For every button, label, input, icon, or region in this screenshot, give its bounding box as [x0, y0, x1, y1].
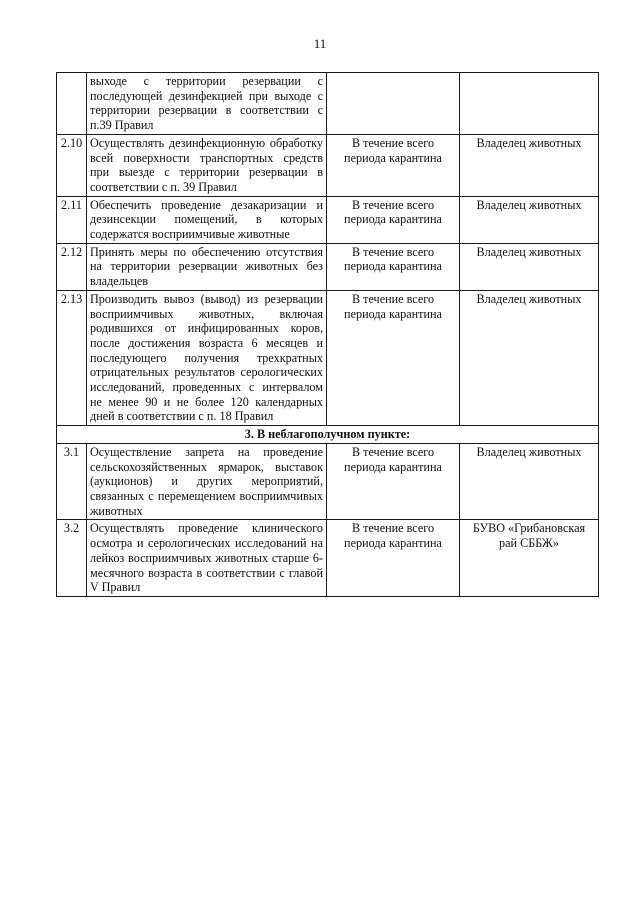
term-text: В течение всего периода карантина	[327, 443, 460, 520]
measure-text: Осуществлять проведение клинического осмотра и серологических исследований на лейкоз восприимчивых животных старше 6-месячного возраста в соответствии с главой V Правил	[87, 520, 327, 597]
table-row	[57, 443, 599, 520]
responsible-text: БУВО «Грибановская рай СББЖ»	[460, 520, 599, 597]
term-text: В течение всего периода карантина	[327, 520, 460, 597]
term-text: В течение всего периода карантина	[327, 290, 460, 425]
responsible-text	[460, 73, 599, 135]
table-row	[57, 134, 599, 196]
term-text: В течение всего периода карантина	[327, 243, 460, 290]
responsible-text: Владелец животных	[460, 443, 599, 520]
table-row	[57, 290, 599, 425]
row-number: 2.11	[57, 196, 87, 243]
measure-text: выходе с территории резервации с последующей дезинфекцией при выходе с территории резервации в соответствии с п.39 Правил	[87, 73, 327, 135]
measure-text: Осуществлять дезинфекционную обработку всей поверхности транспортных средств при выезде с территории резервации в соответствии с п. 39 Правил	[87, 134, 327, 196]
row-number: 3.2	[57, 520, 87, 597]
section-heading-row	[57, 426, 599, 444]
row-number: 3.1	[57, 443, 87, 520]
measure-text: Принять меры по обеспечению отсутствия на территории резервации животных без владельцев	[87, 243, 327, 290]
term-text: В течение всего периода карантина	[327, 134, 460, 196]
measure-text: Производить вывоз (вывод) из резервации восприимчивых животных, включая родившихся от инфицированных коров, после достижения возраста 6 месяцев и последующего получения трехкратных отрицательных результатов серологических исследований, проведенных с интервалом не менее 90 и не более 120 календарных дней в соответствии с п. 18 Правил	[87, 290, 327, 425]
row-number: 2.10	[57, 134, 87, 196]
responsible-text: Владелец животных	[460, 290, 599, 425]
term-text: В течение всего периода карантина	[327, 196, 460, 243]
page-number: 11	[313, 36, 327, 51]
term-text	[327, 73, 460, 135]
section-heading: 3. В неблагополучном пункте:	[57, 426, 599, 444]
row-number	[57, 73, 87, 135]
responsible-text: Владелец животных	[460, 134, 599, 196]
measure-text: Осуществление запрета на проведение сельскохозяйственных ярмарок, выставок (аукционов) и других мероприятий, связанных с перемещением восприимчивых животных	[87, 443, 327, 520]
row-number: 2.13	[57, 290, 87, 425]
responsible-text: Владелец животных	[460, 243, 599, 290]
table-row	[57, 243, 599, 290]
responsible-text: Владелец животных	[460, 196, 599, 243]
measure-text: Обеспечить проведение дезакаризации и дезинсекции помещений, в которых содержатся восприимчивые животные	[87, 196, 327, 243]
table-row	[57, 73, 599, 135]
table-row	[57, 520, 599, 597]
row-number: 2.12	[57, 243, 87, 290]
quarantine-measures-table	[56, 72, 599, 597]
table-row	[57, 196, 599, 243]
